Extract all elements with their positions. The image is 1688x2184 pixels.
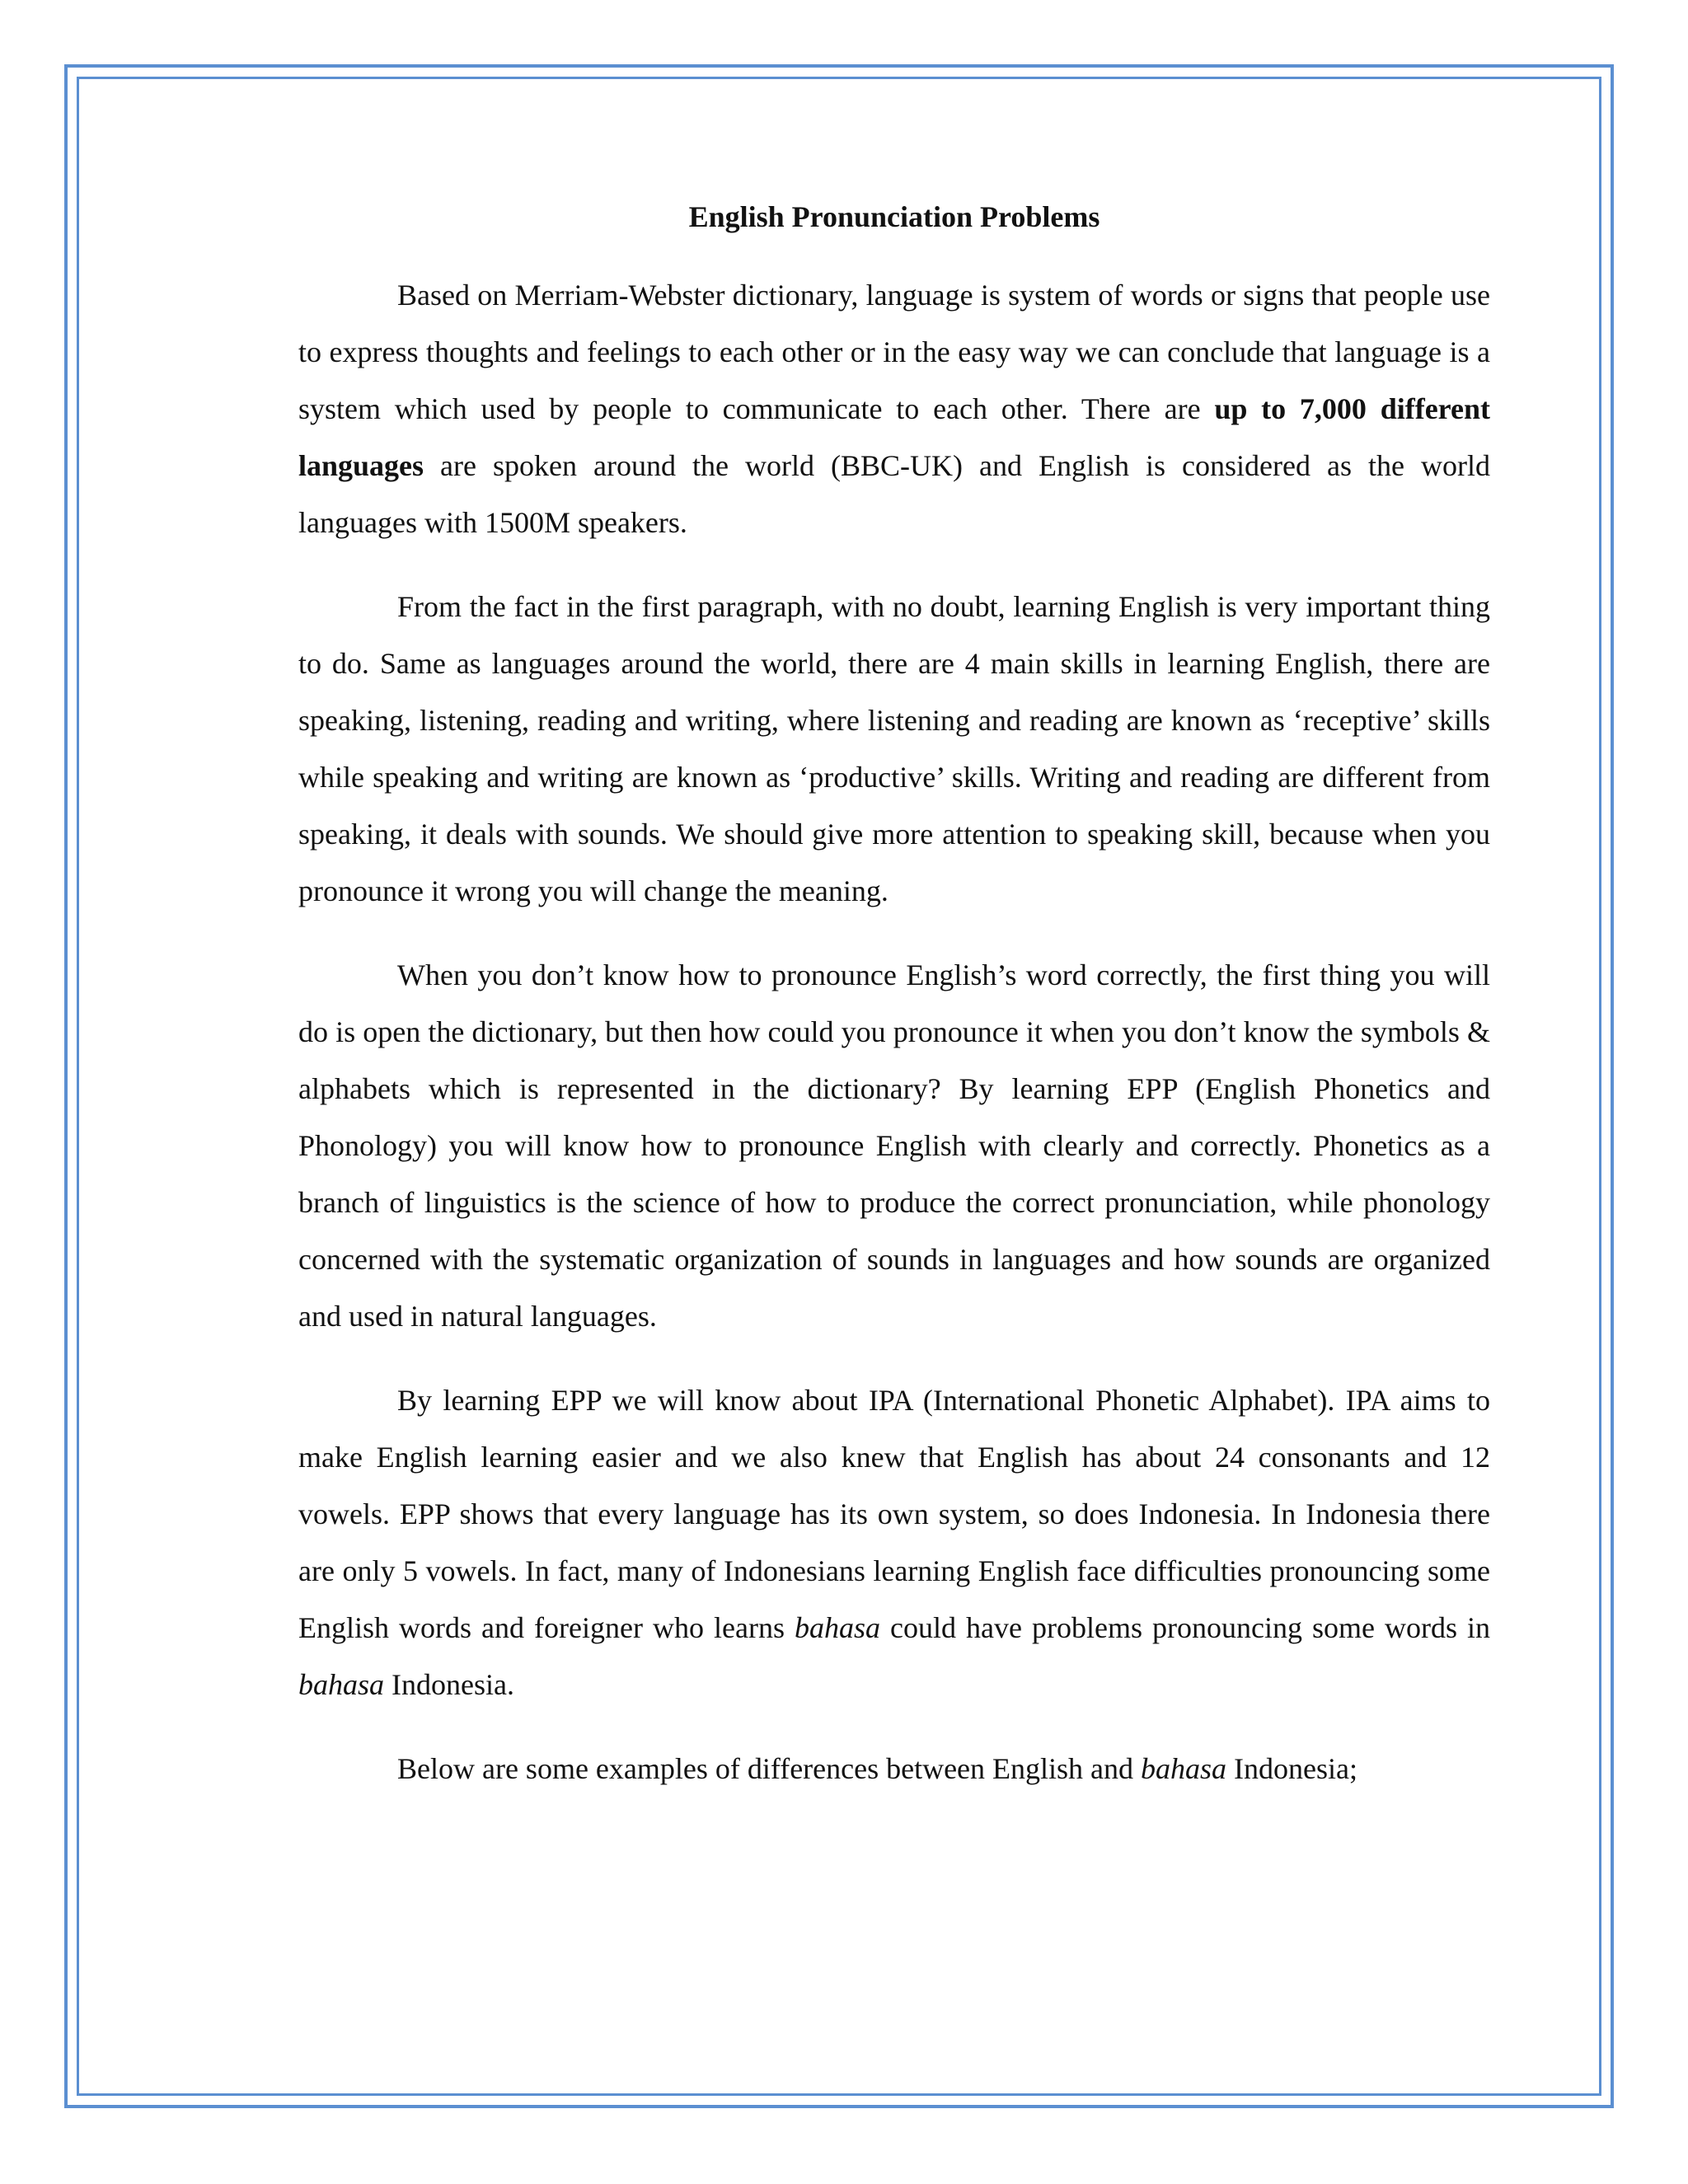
paragraph-2: From the fact in the first paragraph, with no doubt, learning English is very important thing to do. Same as languages around the world, there are 4 main skills in learning English, there are speaking, listening, reading and writing, where listening and reading are known as ‘receptive’ skills while speaking and writing are known as ‘productive’ skills. Writing and reading are different from speaking, it deals with sounds. We should give more attention to speaking skill, because when you pronounce it wrong you will change the meaning. bbox=[298, 590, 1490, 907]
paragraph-4-italic-bahasa-2: bahasa bbox=[298, 1668, 385, 1701]
paragraph-4-text-c: could have problems pronouncing some words in bbox=[880, 1611, 1491, 1644]
paragraph-4 bbox=[298, 1372, 1490, 1713]
paragraph-1 bbox=[298, 267, 1490, 551]
paragraph-5-text-c: Indonesia; bbox=[1226, 1752, 1358, 1785]
paragraph-4-italic-bahasa-1: bahasa bbox=[794, 1611, 880, 1644]
paragraph-3: When you don’t know how to pronounce English’s word correctly, the first thing you will do is open the dictionary, but then how could you pronounce it when you don’t know the symbols & alphabets which is represented in the dictionary? By learning EPP (English Phonetics and Phonology) you will know how to pronounce English with clearly and correctly. Phonetics as a branch of linguistics is the science of how to produce the correct pronunciation, while phonology concerned with the systematic organization of sounds in languages and how sounds are organized and used in natural languages. bbox=[298, 958, 1490, 1333]
paragraph-4-text-a: By learning EPP we will know about IPA (International Phonetic Alphabet). IPA aims to make English learning easier and we also knew that English has about 24 consonants and 12 vowels. EPP shows that every language has its own system, so does Indonesia. In Indonesia there are only 5 vowels. In fact, many of Indonesians learning English face difficulties pronouncing some English words and foreigner who learns bbox=[298, 1384, 1490, 1644]
paragraph-1-bold-text: up to 7,000 different languages bbox=[298, 392, 1490, 482]
paragraph-5-italic-bahasa: bahasa bbox=[1141, 1752, 1227, 1785]
document-title: English Pronunciation Problems bbox=[688, 200, 1100, 233]
paragraph-1-text-c: are spoken around the world (BBC-UK) and English is considered as the world languages with 1500M speakers. bbox=[298, 449, 1490, 539]
document-body bbox=[298, 188, 1490, 1825]
paragraph-4-text-e: Indonesia. bbox=[384, 1668, 514, 1701]
paragraph-1-text-a: Based on Merriam-Webster dictionary, language is system of words or signs that people use to express thoughts and feelings to each other or in the easy way we can conclude that language is a system which used by people to communicate to each other. There are bbox=[298, 279, 1490, 425]
paragraph-5-text-a: Below are some examples of differences between English and bbox=[397, 1752, 1142, 1785]
paragraph-5 bbox=[298, 1741, 1490, 1797]
